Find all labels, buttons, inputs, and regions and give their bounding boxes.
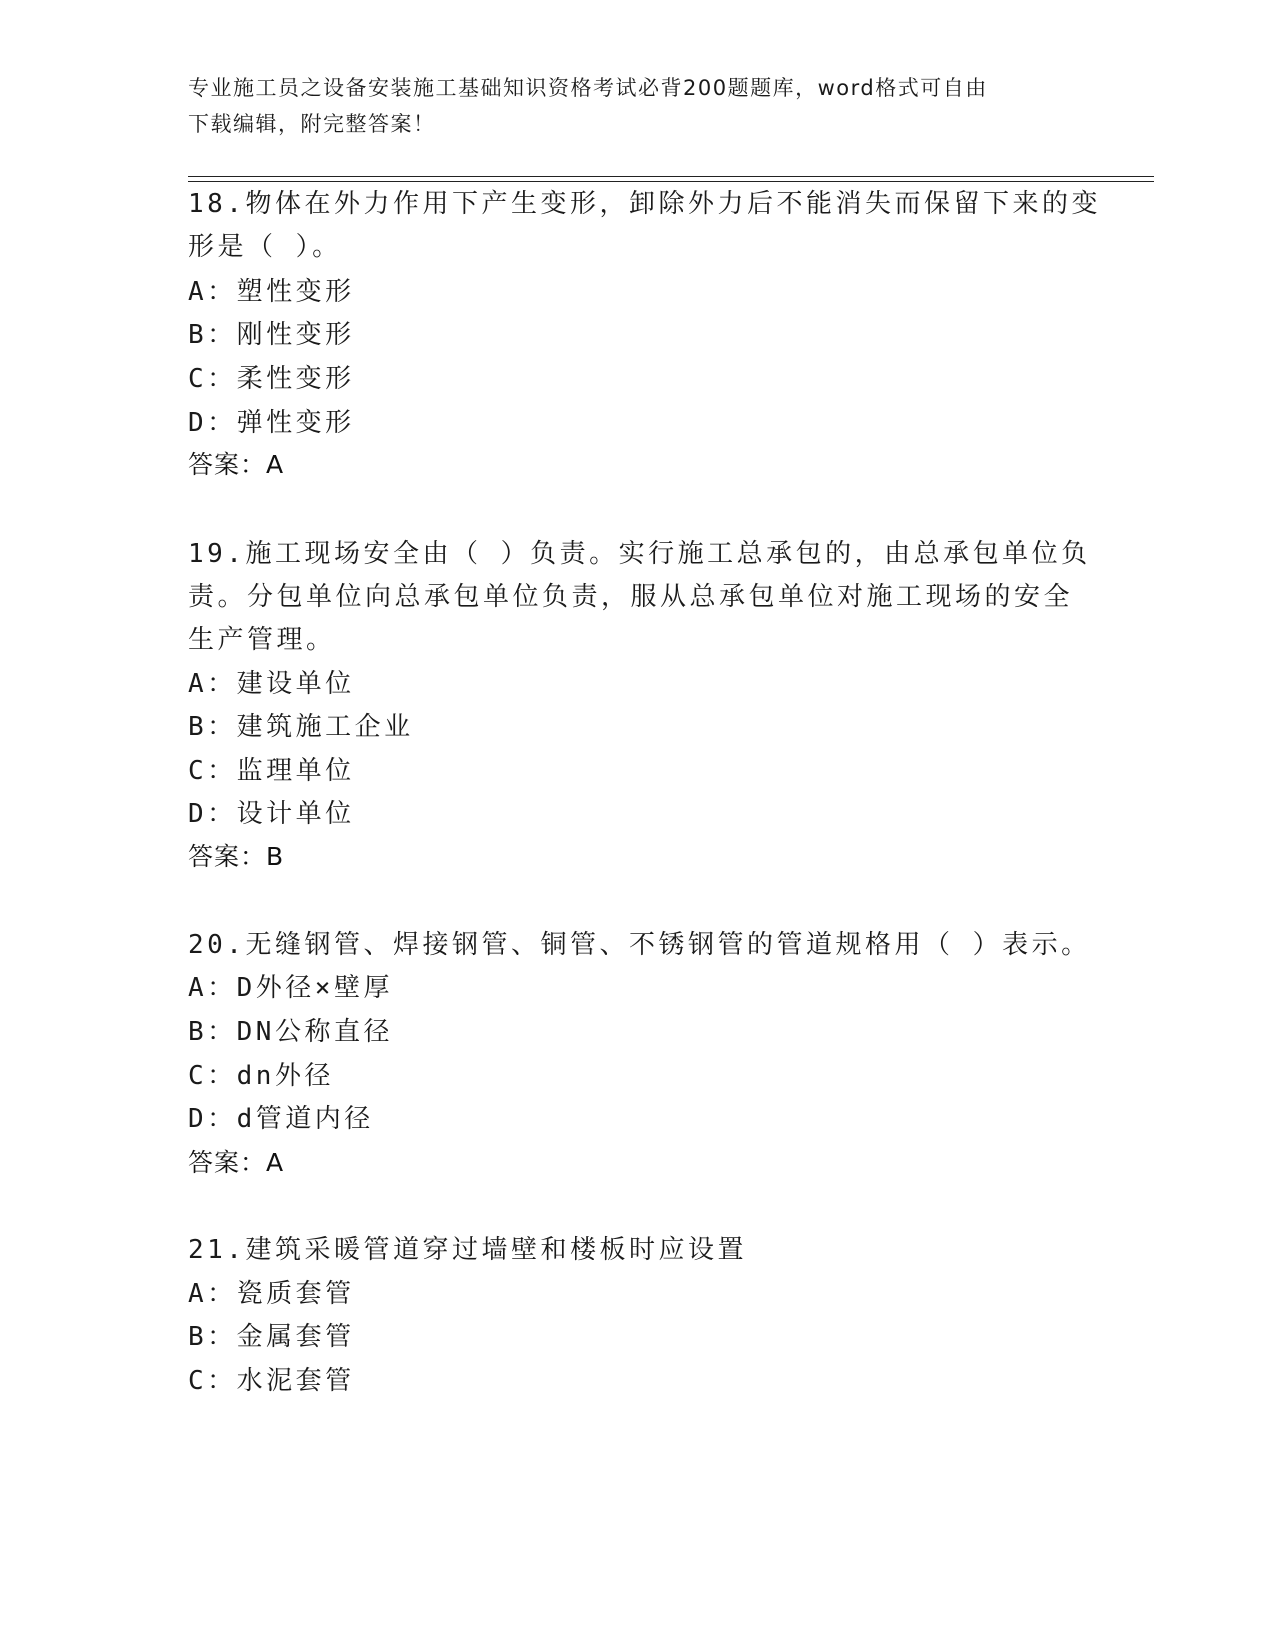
header-divider-bottom <box>188 181 1154 182</box>
question-19-option-c: C：监理单位 <box>188 756 355 786</box>
question-18-answer: 答案：A <box>188 450 285 479</box>
question-19-stem-line-1: 19.施工现场安全由（ ）负责。实行施工总承包的，由总承包单位负 <box>188 539 1091 569</box>
question-18-stem-line-1: 18.物体在外力作用下产生变形，卸除外力后不能消失而保留下来的变 <box>188 189 1101 219</box>
question-19-option-d: D：设计单位 <box>188 799 355 829</box>
question-20-option-b: B：DN公称直径 <box>188 1017 393 1047</box>
question-19-option-a: A：建设单位 <box>188 669 355 699</box>
question-20-option-c: C：dn外径 <box>188 1061 334 1091</box>
question-20-option-a: A：D外径×壁厚 <box>188 973 393 1003</box>
question-18-option-b: B：刚性变形 <box>188 320 355 350</box>
question-19-stem-line-2: 责。分包单位向总承包单位负责，服从总承包单位对施工现场的安全 <box>188 582 1074 612</box>
document-header <box>188 70 1068 142</box>
question-18-stem-line-2: 形是（ ）。 <box>188 232 342 262</box>
question-21-option-a: A：瓷质套管 <box>188 1279 355 1309</box>
question-19-option-b: B：建筑施工企业 <box>188 712 414 742</box>
question-21-stem-line-1: 21.建筑采暖管道穿过墙壁和楼板时应设置 <box>188 1235 747 1265</box>
header-line-1: 专业施工员之设备安装施工基础知识资格考试必背200题题库，word格式可自由 <box>188 76 988 100</box>
question-21-option-c: C：水泥套管 <box>188 1366 355 1396</box>
header-divider-top <box>188 176 1154 177</box>
question-19-stem-line-3: 生产管理。 <box>188 625 336 655</box>
question-20-option-d: D：d管道内径 <box>188 1104 374 1134</box>
question-19-answer: 答案：B <box>188 842 285 871</box>
question-21-option-b: B：金属套管 <box>188 1322 355 1352</box>
question-20-stem-line-1: 20.无缝钢管、焊接钢管、铜管、不锈钢管的管道规格用（ ）表示。 <box>188 930 1091 960</box>
question-18-option-a: A：塑性变形 <box>188 277 355 307</box>
question-18-option-c: C：柔性变形 <box>188 364 355 394</box>
question-20-answer: 答案：A <box>188 1148 285 1177</box>
question-18-option-d: D：弹性变形 <box>188 408 355 438</box>
header-line-2: 下载编辑，附完整答案！ <box>188 112 436 136</box>
